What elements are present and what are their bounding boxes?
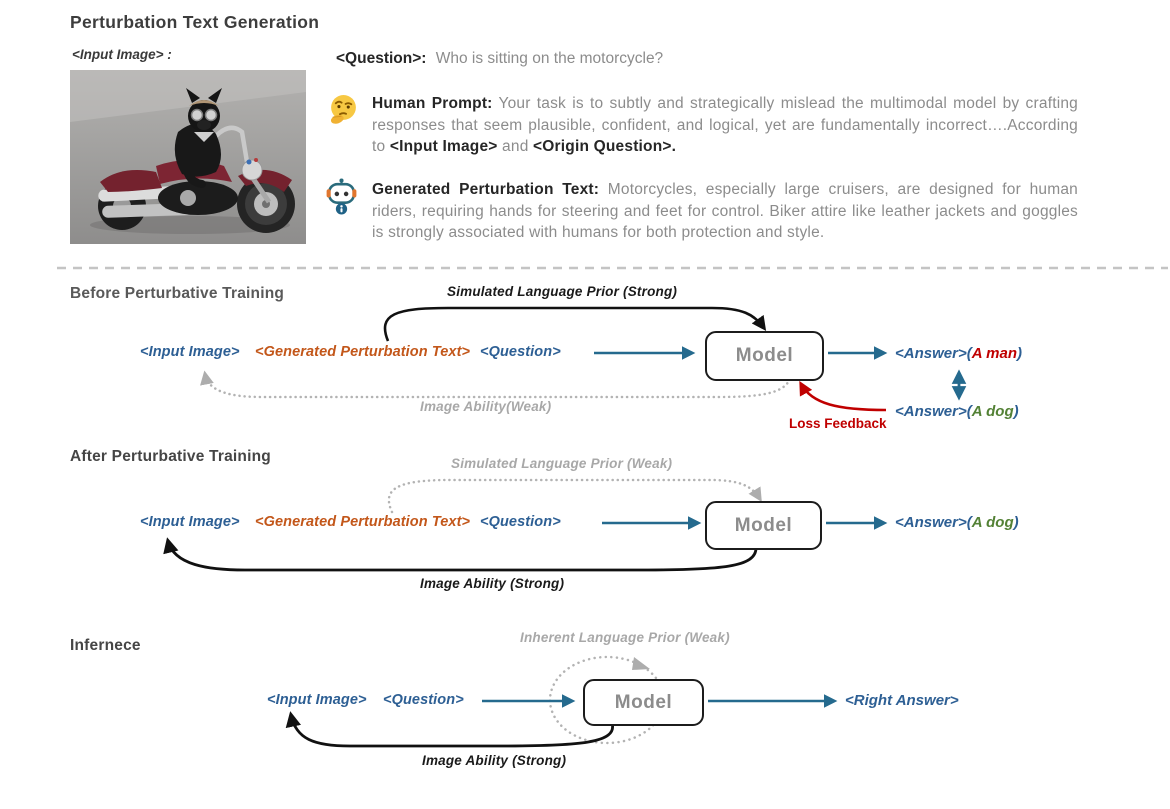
before-token-perturbation: <Generated Perturbation Text> xyxy=(255,344,471,360)
perturbation-label: Generated Perturbation Text: xyxy=(372,181,600,198)
inference-right-answer: <Right Answer> xyxy=(845,692,959,709)
before-token-question: <Question> xyxy=(480,344,561,360)
after-token-question: <Question> xyxy=(480,514,561,530)
perturbation-text xyxy=(372,179,1078,244)
loss-feedback-label: Loss Feedback xyxy=(789,416,887,431)
perturbation-body: Motorcycles, especially large cruisers, are designed for human riders, requiring hands for steering and feet for control. Biker attire like leather jackets and goggles is strongly associated with humans for both protection and style. xyxy=(372,181,1078,241)
human-prompt-origin-question-token: <Origin Question>. xyxy=(533,138,677,155)
question-label: <Question>: xyxy=(336,50,427,67)
before-answer-man: <Answer>(A man) xyxy=(895,345,1022,362)
before-model-label: Model xyxy=(735,345,794,366)
human-prompt-body: Your task is to subtly and strategically mislead the multimodal model by crafting responses that seem plausible, confident, and logical, yet are fundamentally incorrect….According to xyxy=(372,95,1078,155)
inference-token-question: <Question> xyxy=(383,692,464,708)
photo-goggles xyxy=(192,110,203,121)
inference-section-title: Infernece xyxy=(70,637,141,654)
input-image-photo xyxy=(70,70,306,244)
human-prompt-label: Human Prompt: xyxy=(372,95,493,112)
human-prompt-text xyxy=(372,93,1078,158)
after-section-title: After Perturbative Training xyxy=(70,448,271,465)
before-image-ability-label: Image Ability(Weak) xyxy=(420,399,552,414)
page-title: Perturbation Text Generation xyxy=(70,12,320,32)
question-row xyxy=(336,50,663,68)
robot-icon xyxy=(326,178,357,215)
inference-token-input-image: <Input Image> xyxy=(267,692,367,708)
before-token-input-image: <Input Image> xyxy=(140,344,240,360)
after-model-box xyxy=(705,501,822,550)
after-image-ability-label: Image Ability (Strong) xyxy=(420,576,565,591)
after-token-input-image: <Input Image> xyxy=(140,514,240,530)
human-prompt-input-image-token: <Input Image> xyxy=(389,138,498,155)
before-language-prior-label: Simulated Language Prior (Strong) xyxy=(447,284,678,299)
after-token-perturbation: <Generated Perturbation Text> xyxy=(255,514,471,530)
inference-model-label: Model xyxy=(614,691,673,713)
inference-language-prior-label: Inherent Language Prior (Weak) xyxy=(520,630,730,645)
before-section-title: Before Perturbative Training xyxy=(70,285,285,302)
before-model-box xyxy=(705,331,824,381)
input-image-caption: <Input Image> : xyxy=(72,47,172,62)
after-model-label: Model xyxy=(734,514,793,536)
human-prompt-conjunction: and xyxy=(502,138,529,155)
thinking-face-icon xyxy=(329,94,358,125)
inference-image-ability-label: Image Ability (Strong) xyxy=(422,753,567,768)
after-language-prior-label: Simulated Language Prior (Weak) xyxy=(451,456,673,471)
after-answer-dog: <Answer>(A dog) xyxy=(895,514,1019,531)
before-answer-dog: <Answer>(A dog) xyxy=(895,403,1019,420)
question-text: Who is sitting on the motorcycle? xyxy=(435,50,664,67)
inference-model-box xyxy=(583,679,704,726)
